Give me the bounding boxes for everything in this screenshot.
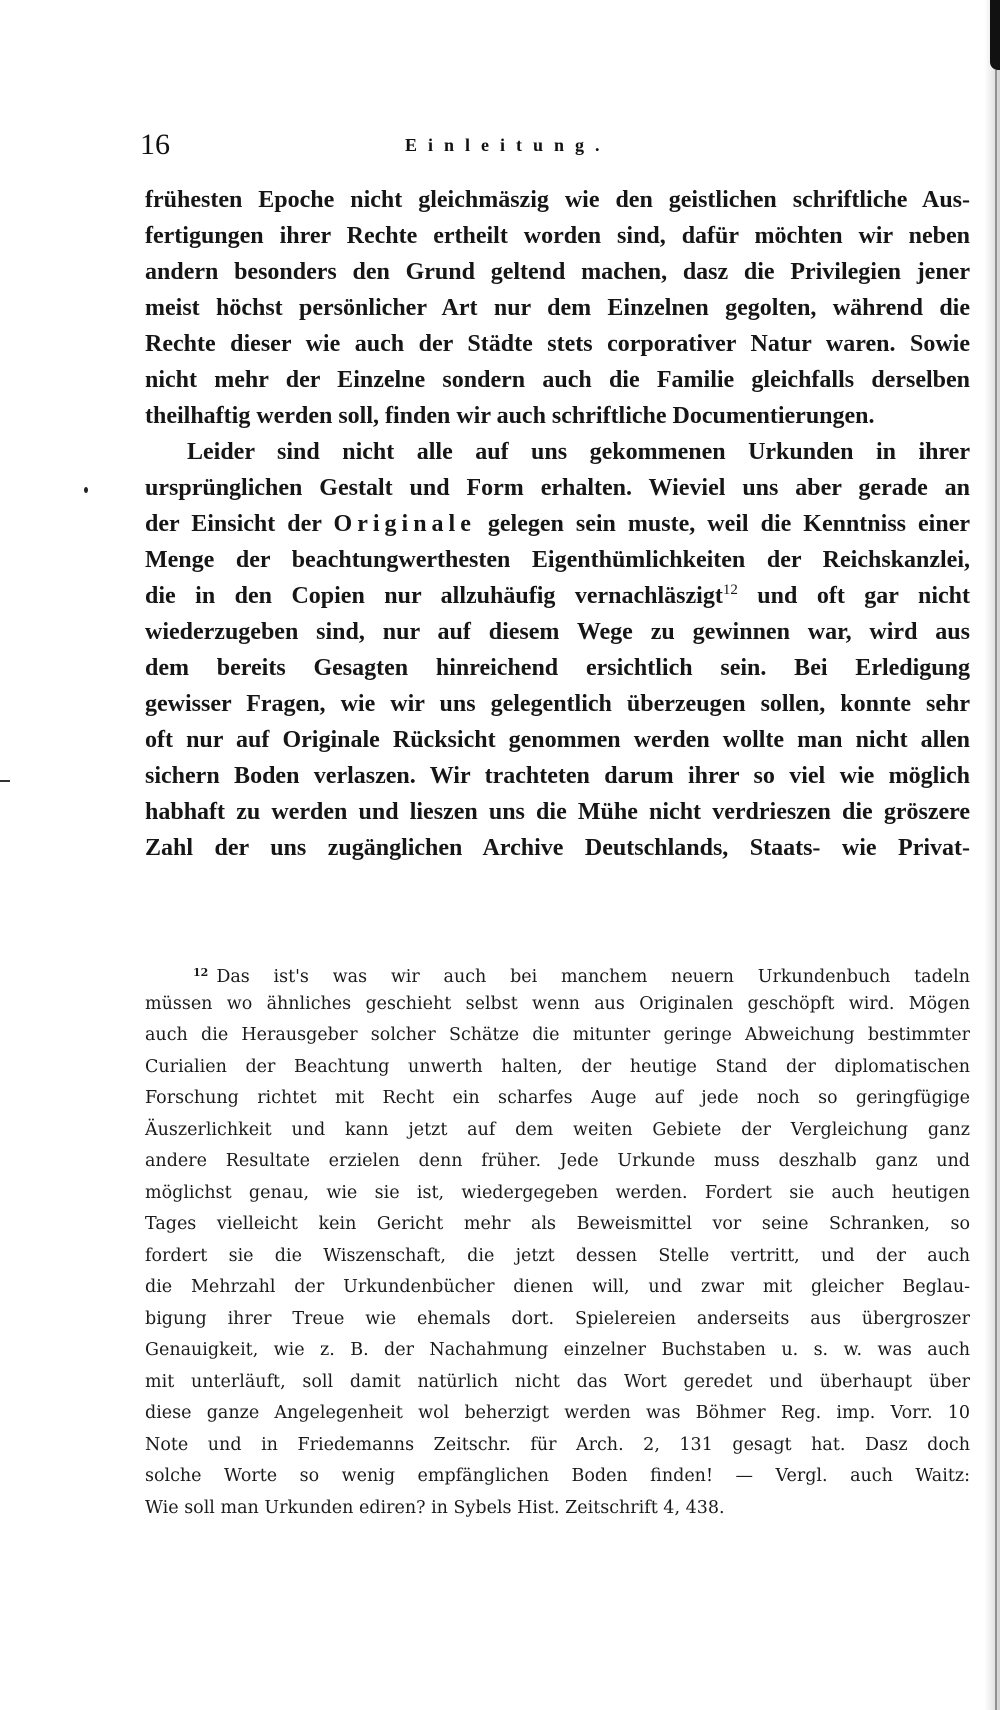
text-span: meist höchst persönlicher Art nur dem Einzelnen gegolten, während die (145, 295, 970, 321)
text-line (145, 578, 970, 614)
text-line (145, 686, 970, 722)
running-head: Einleitung. (405, 135, 611, 155)
footnote-text: andere Resultate erzielen denn früher. Jede Urkunde muss deszhalb ganz und (145, 1151, 970, 1171)
footnote-line (145, 1115, 970, 1147)
footnote-text: diese ganze Angelegenheit wol beherzigt werden was Böhmer Reg. imp. Vorr. 10 (145, 1403, 970, 1423)
footnote-text: bigung ihrer Treue wie ehemals dort. Spielereien anderseits aus übergroszer (145, 1308, 970, 1329)
text-line (145, 506, 970, 542)
scan-speck (84, 487, 88, 493)
text-span: wiederzugeben sind, nur auf diesem Wege zu gewinnen war, wird aus (145, 619, 970, 645)
footnote-text: Wie soll man Urkunden ediren? in Sybels Hist. Zeitschrift 4, 438. (145, 1497, 725, 1518)
text-span: sichern Boden verlaszen. Wir trachteten darum ihrer so viel wie möglich (145, 763, 970, 789)
footnote-text: Äuszerlichkeit und kann jetzt auf dem weiten Gebiete der Vergleichung ganz (145, 1119, 970, 1140)
footnote-text: auch die Herausgeber solcher Schätze die mitunter geringe Abweichung bestimmter (145, 1025, 970, 1045)
footnote-text: Tages vielleicht kein Gericht mehr als Beweismittel vor seine Schranken, so (145, 1214, 970, 1234)
text-line (145, 614, 970, 650)
text-span: andern besonders den Grund geltend machen, dasz die Privilegien jener (145, 259, 970, 285)
footnote-text: solche Worte so wenig empfänglichen Boden finden! — Vergl. auch Waitz: (145, 1466, 970, 1486)
footnote-text: die Mehrzahl der Urkundenbücher dienen will, und zwar mit gleicher Beglau- (145, 1277, 970, 1297)
footnote-line (145, 1430, 970, 1462)
scan-edge-shadow (984, 0, 1000, 1710)
text-line (145, 758, 970, 794)
footnote-line (145, 1304, 970, 1336)
text-span: habhaft zu werden und lieszen uns die Mühe nicht verdrieszen die gröszere (145, 799, 970, 825)
text-span: Menge der beachtungwerthesten Eigenthümlichkeiten der Reichskanzlei, (145, 547, 970, 573)
footnote-line (145, 1398, 970, 1430)
footnote-text: mit unterläuft, soll damit natürlich nicht das Wort geredet und überhaupt über (145, 1371, 970, 1392)
text-span: oft nur auf Originale Rücksicht genommen werden wollte man nicht allen (145, 727, 970, 753)
footnote-text: Das ist's was wir auch bei manchem neuern Urkundenbuch tadeln (216, 967, 970, 987)
page-number: 16 (140, 128, 170, 161)
footnote-text: Genauigkeit, wie z. B. der Nachahmung einzelner Buchstaben u. s. w. was auch (145, 1340, 970, 1360)
footnote-line (145, 1146, 970, 1178)
footnote-marker: 12 (193, 966, 209, 979)
text-line (145, 254, 970, 290)
text-span: der Einsicht der (145, 511, 334, 537)
text-line (145, 326, 970, 362)
footnote-text: Note und in Friedemanns Zeitschr. für Arch. 2, 131 gesagt hat. Dasz doch (145, 1434, 970, 1455)
scan-margin-tick (0, 780, 10, 782)
footnote-reference: 12 (722, 582, 738, 598)
footnote-line (145, 1335, 970, 1367)
footnote-line (145, 1367, 970, 1399)
text-span: theilhaftig werden soll, finden wir auch schriftliche Documentierungen. (145, 403, 875, 429)
footnote-text: Curialien der Beachtung unwerth halten, der heutige Stand der diplomatischen (145, 1056, 970, 1077)
footnote-text: Forschung richtet mit Recht ein scharfes Auge auf jede noch so geringfügige (145, 1088, 970, 1108)
scan-edge-line (995, 70, 997, 1710)
text-line (145, 830, 970, 866)
footnote-line (145, 989, 970, 1021)
text-span: und oft gar nicht (737, 583, 970, 609)
footnote-line (145, 1461, 970, 1493)
footnote-line (145, 1083, 970, 1115)
text-span: Leider sind nicht alle auf uns gekommenen Urkunden in ihrer (187, 439, 970, 465)
text-span: Rechte dieser wie auch der Städte stets corporativer Natur waren. Sowie (145, 331, 970, 357)
footnote-line (145, 1241, 970, 1273)
text-line (145, 434, 970, 470)
text-line (145, 794, 970, 830)
footnote-line (145, 1052, 970, 1084)
footnote-line (145, 1020, 970, 1052)
text-line (145, 182, 970, 218)
text-line (145, 218, 970, 254)
page-header (140, 127, 940, 167)
text-line (145, 398, 970, 434)
text-line (145, 362, 970, 398)
footnote-line (145, 1493, 970, 1525)
text-span: gelegen sein muste, weil die Kenntniss einer (475, 511, 970, 537)
text-span: frühesten Epoche nicht gleichmäszig wie den geistlichen schriftliche Aus- (145, 187, 970, 213)
text-line (145, 722, 970, 758)
text-span: nicht mehr der Einzelne sondern auch die Familie gleichfalls derselben (145, 367, 970, 393)
footnote-line (145, 957, 970, 989)
text-line (145, 470, 970, 506)
text-span: dem bereits Gesagten hinreichend ersichtlich sein. Bei Erledigung (145, 655, 970, 681)
text-line (145, 290, 970, 326)
scan-edge-mark (990, 0, 1000, 70)
text-span: ursprünglichen Gestalt und Form erhalten. Wieviel uns aber gerade an (145, 475, 970, 501)
footnote-text: fordert sie die Wiszenschaft, die jetzt dessen Stelle vertritt, und der auch (145, 1245, 970, 1266)
footnote-text: müssen wo ähnliches geschieht selbst wenn aus Originalen geschöpft wird. Mögen (145, 993, 970, 1014)
footnote-line (145, 1209, 970, 1241)
footnote-text: möglichst genau, wie sie ist, wiedergegeben werden. Fordert sie auch heutigen (145, 1182, 970, 1203)
text-span: fertigungen ihrer Rechte ertheilt worden sind, dafür möchten wir neben (145, 223, 970, 249)
text-line (145, 542, 970, 578)
text-span: die in den Copien nur allzuhäufig vernachläszigt (145, 583, 723, 609)
text-line (145, 650, 970, 686)
footnote-line (145, 1272, 970, 1304)
text-span: Zahl der uns zugänglichen Archive Deutschlands, Staats- wie Privat- (145, 835, 970, 861)
main-text (145, 182, 970, 866)
emphasized-word: Originale (333, 511, 476, 537)
footnote-line (145, 1178, 970, 1210)
footnote-block (145, 957, 970, 1524)
text-span: gewisser Fragen, wie wir uns gelegentlich überzeugen sollen, konnte sehr (145, 691, 970, 717)
